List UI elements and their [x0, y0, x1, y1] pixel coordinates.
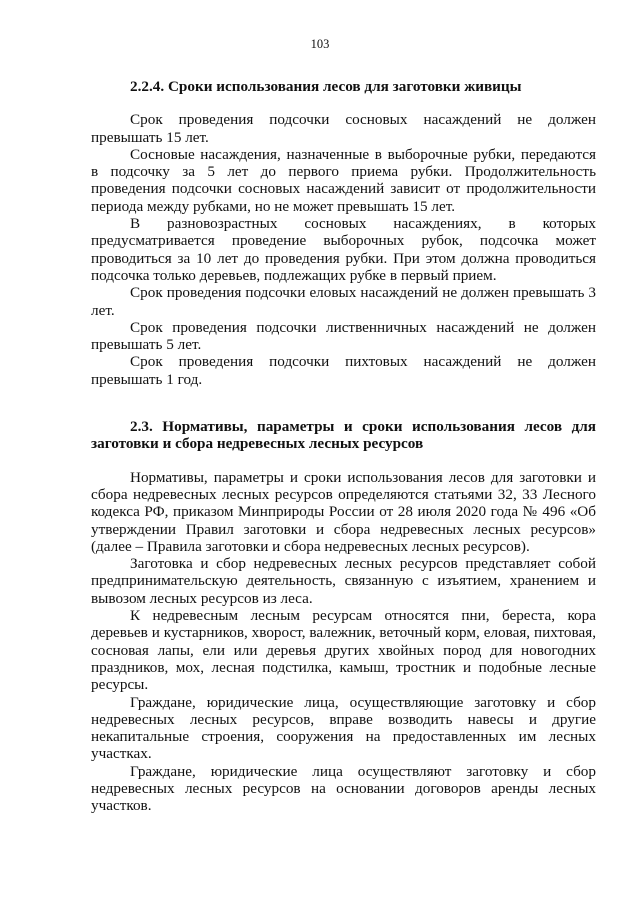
- paragraph: Срок проведения подсочки пихтовых насаждений не должен превышать 1 год.: [91, 353, 596, 388]
- paragraph: Заготовка и сбор недревесных лесных ресурсов представляет собой предпринимательскую деятельность, связанную с изъятием, хранением и вывозом лесных ресурсов из леса.: [91, 555, 596, 607]
- paragraph: В разновозрастных сосновых насаждениях, в которых предусматривается проведение выборочных рубок, подсочка может проводиться за 10 лет до проведения рубки. При этом должна проводиться подсочка только деревьев, подлежащих рубке в первый прием.: [91, 215, 596, 284]
- section-heading-non-timber: 2.3. Нормативы, параметры и сроки использования лесов для заготовки и сбора недревесных лесных ресурсов: [91, 418, 596, 453]
- page-number: 103: [310, 37, 330, 51]
- section-heading-resin: 2.2.4. Сроки использования лесов для заготовки живицы: [130, 78, 522, 95]
- paragraph: Нормативы, параметры и сроки использования лесов для заготовки и сбора недревесных лесных ресурсов определяются статьями 32, 33 Лесного кодекса РФ, приказом Минприроды России от 28 июля 2020 года № 496 «Об утверждении Правил заготовки и сбора недревесных лесных ресурсов» (далее – Правила заготовки и сбора недревесных лесных ресурсов).: [91, 468, 596, 555]
- paragraph: К недревесным лесным ресурсам относятся пни, береста, кора деревьев и кустарников, хворост, валежник, веточный корм, еловая, пихтовая, сосновая лапы, ели или деревья других хвойных пород для новогодних праздников, мох, лесная подстилка, камыш, тростник и подобные лесные ресурсы.: [91, 607, 596, 694]
- paragraph: Граждане, юридические лица осуществляют заготовку и сбор недревесных лесных ресурсов на основании договоров аренды лесных участков.: [91, 762, 596, 815]
- paragraph: Срок проведения подсочки лиственничных насаждений не должен превышать 5 лет.: [91, 318, 596, 354]
- paragraph: Граждане, юридические лица, осуществляющие заготовку и сбор недревесных лесных ресурсов, вправе возводить навесы и другие некапитальные строения, сооружения на предоставленных им лесных участках.: [91, 693, 596, 763]
- paragraph: Срок проведения подсочки еловых насаждений не должен превышать 3 лет.: [91, 284, 596, 319]
- page-content: [91, 78, 596, 815]
- paragraph: Сосновые насаждения, назначенные в выборочные рубки, передаются в подсочку за 5 лет до первого приема рубки. Продолжительность проведения подсочки сосновых насаждений зависит от продолжительности периода между рубками, но не может превышать 15 лет.: [91, 145, 596, 215]
- paragraph: Срок проведения подсочки сосновых насаждений не должен превышать 15 лет.: [91, 111, 596, 146]
